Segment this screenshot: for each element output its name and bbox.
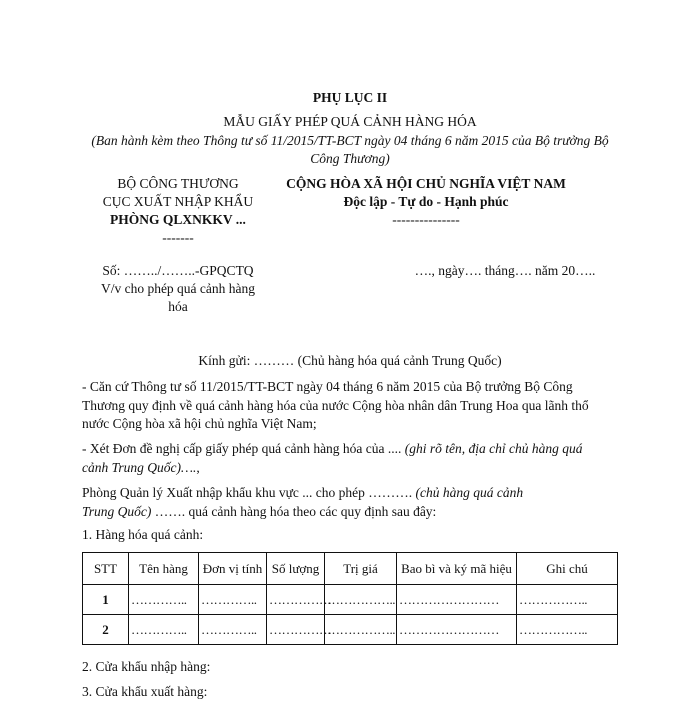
section-entry-border-gate: 2. Cửa khẩu nhập hàng:: [82, 659, 211, 674]
col-header-value: Trị giá: [325, 553, 397, 585]
permit-note-2: Trung Quốc): [82, 503, 152, 519]
ministry-name: BỘ CÔNG THƯƠNG: [117, 176, 239, 191]
issuer-rule: -------: [162, 230, 194, 245]
document-reference: [80, 262, 276, 316]
issuance-note-line2: Công Thương): [310, 151, 390, 166]
permit-note-1: (chủ hàng quá cảnh: [415, 485, 524, 500]
document-number: Số: ……../……..-GPQCTQ: [102, 263, 254, 278]
form-title: MẪU GIẤY PHÉP QUÁ CẢNH HÀNG HÓA: [223, 114, 477, 129]
legal-basis-line2: Thương quy định về quá cảnh hàng hóa của nước Cộng hòa nhân dân Trung Hoa qua lãnh thổ: [82, 397, 589, 413]
col-header-name: Tên hàng: [129, 553, 199, 585]
application-suffix: ,: [196, 459, 200, 475]
col-header-unit: Đơn vị tính: [199, 553, 267, 585]
national-header: [276, 175, 576, 229]
cell-value: ……………..: [325, 585, 397, 615]
subject-line2: hóa: [168, 299, 188, 314]
permit-paragraph: [82, 484, 622, 521]
greeting: Kính gửi: ……… (Chủ hàng hóa quá cảnh Trung Quốc): [198, 353, 502, 368]
table-row: [83, 615, 618, 645]
legal-basis-line1: - Căn cứ Thông tư số 11/2015/TT-BCT ngày 04 tháng 6 năm 2015 của Bộ trưởng Bộ Công: [82, 379, 573, 394]
subject-line1: V/v cho phép quá cảnh hàng: [100, 281, 256, 296]
goods-table: [82, 552, 618, 645]
permit-prefix: Phòng Quản lý Xuất nhập khẩu khu vực ... cho phép ……….: [82, 485, 416, 500]
row-number: 2: [83, 615, 129, 645]
cell-unit: …………..: [199, 615, 267, 645]
col-header-packaging: Bao bì và ký mã hiệu: [397, 553, 517, 585]
cell-quantity: ……………: [267, 615, 325, 645]
section-exit-border-gate: 3. Cửa khẩu xuất hàng:: [82, 684, 208, 699]
col-header-stt: STT: [83, 553, 129, 585]
cell-packaging: ……………………: [397, 615, 517, 645]
cell-name: …………..: [129, 615, 199, 645]
cell-name: …………..: [129, 585, 199, 615]
nation-name: CỘNG HÒA XÃ HỘI CHỦ NGHĨA VIỆT NAM: [286, 176, 566, 191]
appendix-title: PHỤ LỤC II: [312, 90, 388, 105]
col-header-notes: Ghi chú: [517, 553, 618, 585]
office-name: PHÒNG QLXNKKV ...: [110, 212, 246, 227]
cell-notes: ……………..: [517, 585, 618, 615]
cell-unit: …………..: [199, 585, 267, 615]
cell-packaging: ……………………: [397, 585, 517, 615]
department-name: CỤC XUẤT NHẬP KHẨU: [102, 194, 254, 209]
application-paragraph: [82, 440, 622, 477]
legal-basis-paragraph: [82, 378, 622, 434]
cell-value: ……………..: [325, 615, 397, 645]
motto-rule: ---------------: [392, 212, 460, 227]
application-note-2: cảnh Trung Quốc)….: [82, 459, 197, 475]
legal-basis-line3: nước Cộng hòa xã hội chủ nghĩa Việt Nam;: [82, 416, 317, 431]
date-line: …., ngày…. tháng…. năm 20…..: [414, 263, 596, 278]
table-header-row: [83, 553, 618, 585]
col-header-quantity: Số lượng: [267, 553, 325, 585]
row-number: 1: [83, 585, 129, 615]
table-row: [83, 585, 618, 615]
issuance-note-line1: (Ban hành kèm theo Thông tư số 11/2015/TT-BCT ngày 04 tháng 6 năm 2015 của Bộ trưởng Bộ: [91, 133, 609, 148]
permit-suffix: ……. quá cảnh hàng hóa theo các quy định sau đây:: [151, 503, 437, 519]
application-note-1: (ghi rõ tên, địa chỉ chủ hàng quá: [404, 441, 583, 456]
national-motto: Độc lập - Tự do - Hạnh phúc: [343, 194, 509, 209]
cell-quantity: ……………: [267, 585, 325, 615]
issuer-block: [80, 175, 276, 247]
application-prefix: - Xét Đơn đề nghị cấp giấy phép quá cảnh hàng hóa của ....: [82, 441, 405, 456]
section-goods-heading: 1. Hàng hóa quá cảnh:: [82, 527, 204, 542]
cell-notes: ……………..: [517, 615, 618, 645]
